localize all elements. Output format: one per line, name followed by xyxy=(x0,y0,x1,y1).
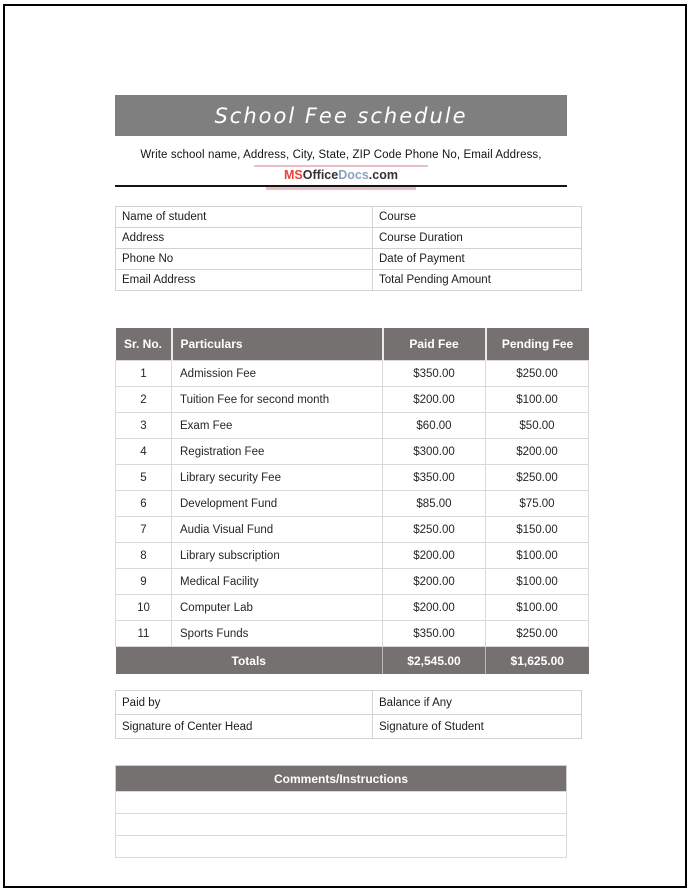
cell-sr: 7 xyxy=(116,517,172,543)
fee-schedule-table xyxy=(115,328,589,674)
header-sr-no: Sr. No. xyxy=(116,328,172,361)
cell-sr: 4 xyxy=(116,439,172,465)
cell-particulars: Library security Fee xyxy=(172,465,383,491)
comments-input-line[interactable] xyxy=(116,836,567,858)
field-course[interactable]: Course xyxy=(373,207,582,228)
cell-particulars: Audia Visual Fund xyxy=(172,517,383,543)
cell-paid: $350.00 xyxy=(383,621,486,647)
field-balance-if-any[interactable]: Balance if Any xyxy=(373,691,582,715)
cell-paid: $200.00 xyxy=(383,595,486,621)
cell-sr: 3 xyxy=(116,413,172,439)
cell-particulars: Computer Lab xyxy=(172,595,383,621)
field-email-address[interactable]: Email Address xyxy=(116,270,373,291)
logo-ms: MS xyxy=(284,168,303,182)
fee-table-header-row xyxy=(116,328,589,361)
cell-particulars: Exam Fee xyxy=(172,413,383,439)
header-paid-fee: Paid Fee xyxy=(383,328,486,361)
logo-underline-bar xyxy=(266,187,416,190)
table-row xyxy=(116,621,589,647)
logo-office: Office xyxy=(302,168,339,182)
cell-sr: 5 xyxy=(116,465,172,491)
table-row xyxy=(116,569,589,595)
totals-paid: $2,545.00 xyxy=(383,647,486,675)
field-paid-by[interactable]: Paid by xyxy=(116,691,373,715)
cell-pending: $50.00 xyxy=(486,413,589,439)
cell-sr: 8 xyxy=(116,543,172,569)
page-title: School Fee schedule xyxy=(214,103,468,128)
cell-paid: $350.00 xyxy=(383,465,486,491)
logo-row xyxy=(115,165,567,184)
cell-paid: $200.00 xyxy=(383,569,486,595)
cell-particulars: Registration Fee xyxy=(172,439,383,465)
logo-com: .com xyxy=(368,168,398,182)
table-row xyxy=(116,595,589,621)
cell-paid: $200.00 xyxy=(383,543,486,569)
cell-particulars: Tuition Fee for second month xyxy=(172,387,383,413)
cell-paid: $350.00 xyxy=(383,361,486,387)
cell-particulars: Development Fund xyxy=(172,491,383,517)
logo-docs: Docs xyxy=(338,168,369,182)
cell-sr: 1 xyxy=(116,361,172,387)
table-row xyxy=(116,228,582,249)
comments-input-line[interactable] xyxy=(116,814,567,836)
table-row xyxy=(116,207,582,228)
cell-pending: $75.00 xyxy=(486,491,589,517)
totals-label: Totals xyxy=(116,647,383,675)
field-name-of-student[interactable]: Name of student xyxy=(116,207,373,228)
cell-sr: 9 xyxy=(116,569,172,595)
field-signature-center-head[interactable]: Signature of Center Head xyxy=(116,715,373,739)
cell-paid: $85.00 xyxy=(383,491,486,517)
header-particulars: Particulars xyxy=(172,328,383,361)
totals-pending: $1,625.00 xyxy=(486,647,589,675)
cell-pending: $100.00 xyxy=(486,543,589,569)
cell-particulars: Medical Facility xyxy=(172,569,383,595)
student-info-table xyxy=(115,206,582,291)
cell-pending: $250.00 xyxy=(486,361,589,387)
cell-paid: $250.00 xyxy=(383,517,486,543)
cell-sr: 10 xyxy=(116,595,172,621)
totals-row xyxy=(116,647,589,675)
document-content xyxy=(115,0,574,858)
msofficedocs-logo xyxy=(254,165,428,184)
table-row xyxy=(116,413,589,439)
field-date-of-payment[interactable]: Date of Payment xyxy=(373,249,582,270)
comments-blank-row xyxy=(116,836,567,858)
cell-pending: $100.00 xyxy=(486,387,589,413)
comments-blank-row xyxy=(116,792,567,814)
cell-particulars: Library subscription xyxy=(172,543,383,569)
signature-table xyxy=(115,690,582,739)
cell-pending: $250.00 xyxy=(486,621,589,647)
table-row xyxy=(116,465,589,491)
cell-pending: $100.00 xyxy=(486,569,589,595)
cell-paid: $60.00 xyxy=(383,413,486,439)
table-row xyxy=(116,270,582,291)
field-signature-student[interactable]: Signature of Student xyxy=(373,715,582,739)
cell-pending: $150.00 xyxy=(486,517,589,543)
header-pending-fee: Pending Fee xyxy=(486,328,589,361)
cell-pending: $250.00 xyxy=(486,465,589,491)
table-row xyxy=(116,691,582,715)
school-info-instruction: Write school name, Address, City, State, ZIP Code Phone No, Email Address, xyxy=(140,149,542,161)
cell-pending: $200.00 xyxy=(486,439,589,465)
cell-paid: $200.00 xyxy=(383,387,486,413)
table-row xyxy=(116,543,589,569)
table-row xyxy=(116,249,582,270)
table-row xyxy=(116,361,589,387)
comments-input-line[interactable] xyxy=(116,792,567,814)
field-total-pending-amount[interactable]: Total Pending Amount xyxy=(373,270,582,291)
table-row xyxy=(116,517,589,543)
comments-header-row xyxy=(116,766,567,792)
table-row xyxy=(116,491,589,517)
comments-blank-row xyxy=(116,814,567,836)
table-row xyxy=(116,715,582,739)
comments-title: Comments/Instructions xyxy=(116,766,567,792)
cell-pending: $100.00 xyxy=(486,595,589,621)
cell-sr: 2 xyxy=(116,387,172,413)
cell-sr: 11 xyxy=(116,621,172,647)
comments-table xyxy=(115,765,567,858)
title-banner xyxy=(115,95,567,136)
table-row xyxy=(116,387,589,413)
cell-sr: 6 xyxy=(116,491,172,517)
cell-paid: $300.00 xyxy=(383,439,486,465)
field-address[interactable]: Address xyxy=(116,228,373,249)
table-row xyxy=(116,439,589,465)
field-phone-no[interactable]: Phone No xyxy=(116,249,373,270)
cell-particulars: Admission Fee xyxy=(172,361,383,387)
cell-particulars: Sports Funds xyxy=(172,621,383,647)
field-course-duration[interactable]: Course Duration xyxy=(373,228,582,249)
